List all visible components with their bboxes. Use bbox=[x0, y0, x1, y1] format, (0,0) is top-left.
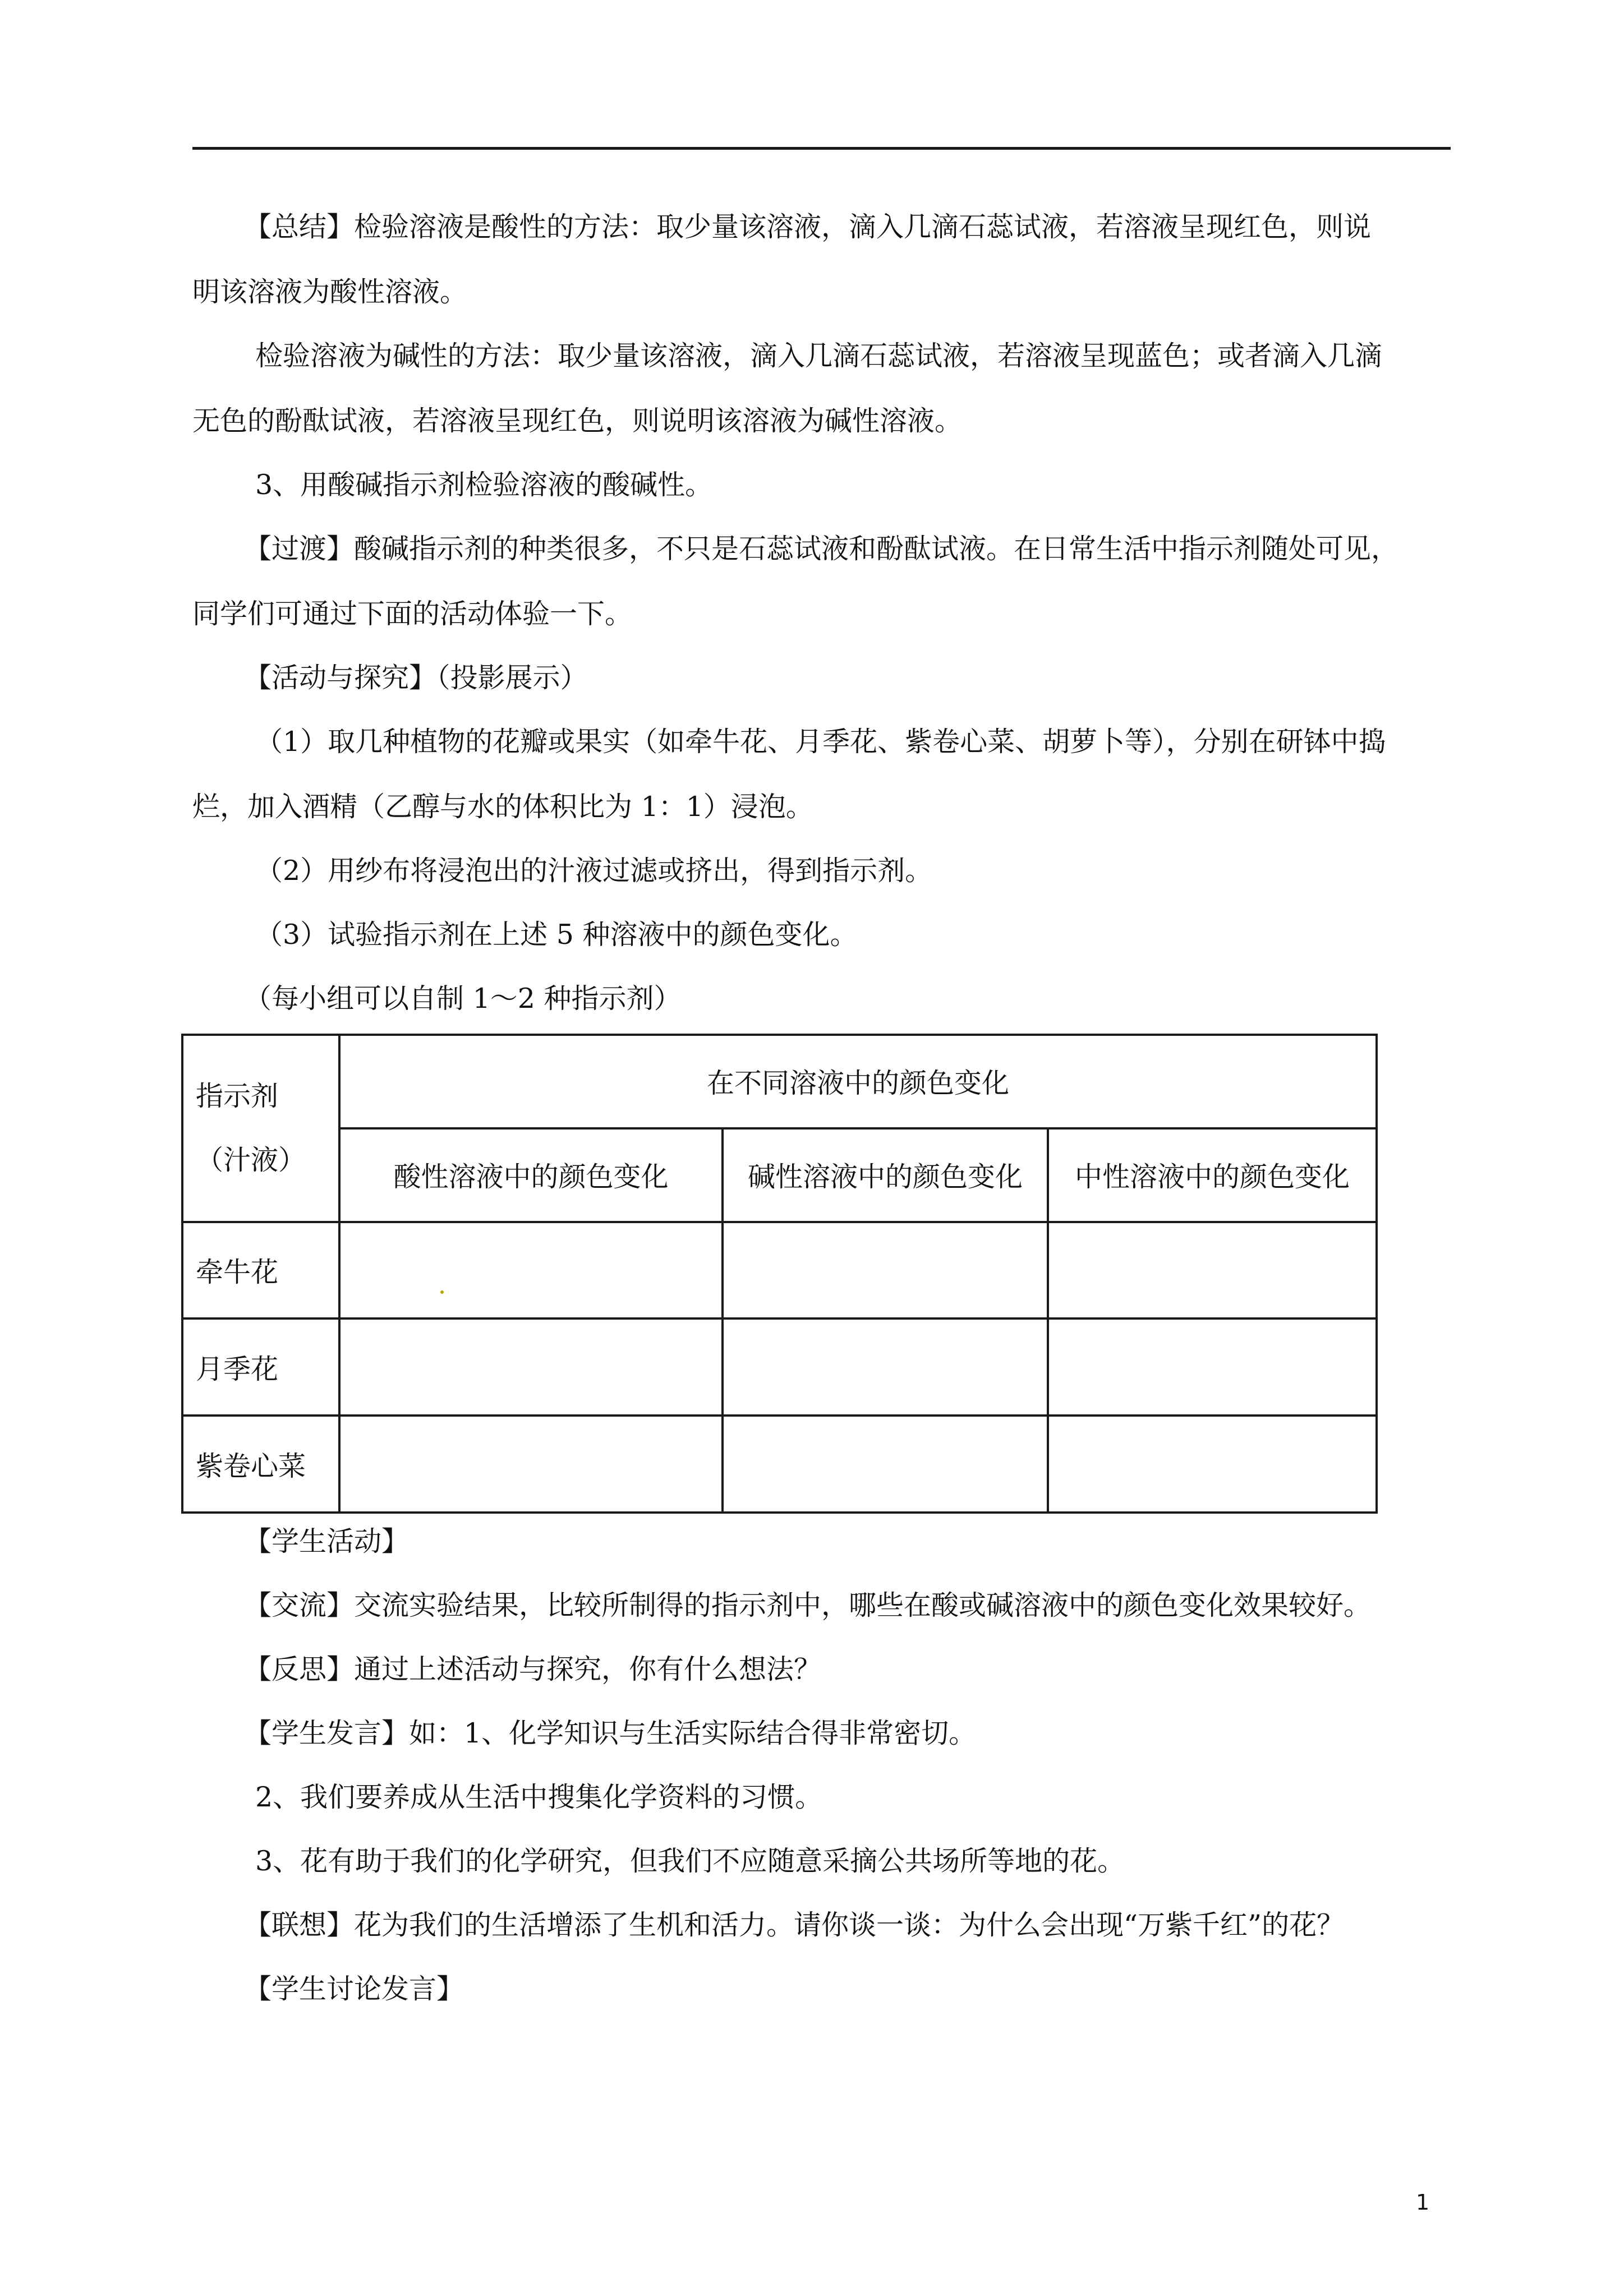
discussion-heading: 【学生讨论发言】 bbox=[244, 1973, 464, 2005]
acid-cell bbox=[339, 1318, 723, 1416]
table-row bbox=[182, 1222, 1377, 1319]
row-label-red-cabbage: 紫卷心菜 bbox=[182, 1416, 339, 1513]
acid-cell bbox=[339, 1416, 723, 1513]
group-note: （每小组可以自制 1～2 种指示剂） bbox=[244, 983, 682, 1015]
student-speech-3: 3、花有助于我们的化学研究，但我们不应随意采摘公共场所等地的花。 bbox=[255, 1845, 1125, 1877]
page-number: 1 bbox=[1416, 2190, 1430, 2215]
indicator-header-line-1: 指示剂 bbox=[196, 1080, 279, 1112]
transition-line-2: 同学们可通过下面的活动体验一下。 bbox=[192, 598, 633, 630]
header-rule bbox=[192, 147, 1451, 150]
student-speech-2: 2、我们要养成从生活中搜集化学资料的习惯。 bbox=[255, 1781, 823, 1813]
acid-cell bbox=[339, 1222, 723, 1319]
associate-paragraph: 【联想】花为我们的生活增添了生机和活力。请你谈一谈：为什么会出现“万紫千红”的花？ bbox=[244, 1909, 1345, 1941]
activity-heading: 【活动与探究】（投影展示） bbox=[244, 662, 588, 694]
student-speech-1: 【学生发言】如：1、化学知识与生活实际结合得非常密切。 bbox=[244, 1717, 977, 1749]
table-row bbox=[182, 1416, 1377, 1513]
base-cell bbox=[723, 1318, 1048, 1416]
row-label-morning-glory: 牵牛花 bbox=[182, 1222, 339, 1319]
neutral-cell bbox=[1048, 1416, 1377, 1513]
reflect-paragraph: 【反思】通过上述活动与探究，你有什么想法？ bbox=[244, 1653, 822, 1685]
base-cell bbox=[723, 1222, 1048, 1319]
student-activity-heading: 【学生活动】 bbox=[244, 1525, 410, 1557]
transition-line-1: 【过渡】酸碱指示剂的种类很多，不只是石蕊试液和酚酞试液。在日常生活中指示剂随处可见， bbox=[244, 533, 1399, 565]
table-header-row bbox=[182, 1035, 1377, 1128]
stray-mark bbox=[440, 1290, 444, 1294]
summary-line-1: 【总结】检验溶液是酸性的方法：取少量该溶液，滴入几滴石蕊试液，若溶液呈现红色，则说 bbox=[244, 211, 1372, 243]
acid-column-header: 酸性溶液中的颜色变化 bbox=[339, 1128, 723, 1222]
base-column-header: 碱性溶液中的颜色变化 bbox=[723, 1128, 1048, 1222]
indicator-header-cell bbox=[182, 1035, 339, 1222]
step-1-line-2: 烂，加入酒精（乙醇与水的体积比为 1：1）浸泡。 bbox=[192, 791, 813, 823]
base-cell bbox=[723, 1416, 1048, 1513]
indicator-header-line-2: （汁液） bbox=[196, 1144, 306, 1176]
section-item-3: 3、用酸碱指示剂检验溶液的酸碱性。 bbox=[255, 469, 713, 501]
table-row bbox=[182, 1318, 1377, 1416]
step-3: （3）试验指示剂在上述 5 种溶液中的颜色变化。 bbox=[255, 919, 858, 951]
table-subheader-row bbox=[182, 1128, 1377, 1222]
neutral-column-header: 中性溶液中的颜色变化 bbox=[1048, 1128, 1377, 1222]
step-1-line-1: （1）取几种植物的花瓣或果实（如牵牛花、月季花、紫卷心菜、胡萝卜等），分别在研钵中捣 bbox=[255, 726, 1386, 758]
exchange-paragraph: 【交流】交流实验结果，比较所制得的指示剂中，哪些在酸或碱溶液中的颜色变化效果较好。 bbox=[244, 1589, 1372, 1621]
row-label-chinese-rose: 月季花 bbox=[182, 1318, 339, 1416]
base-test-line-1: 检验溶液为碱性的方法：取少量该溶液，滴入几滴石蕊试液，若溶液呈现蓝色；或者滴入几滴 bbox=[255, 340, 1383, 372]
indicator-color-table bbox=[181, 1034, 1378, 1514]
step-2: （2）用纱布将浸泡出的汁液过滤或挤出，得到指示剂。 bbox=[255, 855, 933, 887]
neutral-cell bbox=[1048, 1318, 1377, 1416]
base-test-line-2: 无色的酚酞试液，若溶液呈现红色，则说明该溶液为碱性溶液。 bbox=[192, 405, 963, 437]
color-change-group-header: 在不同溶液中的颜色变化 bbox=[339, 1035, 1377, 1128]
summary-line-2: 明该溶液为酸性溶液。 bbox=[192, 276, 468, 308]
neutral-cell bbox=[1048, 1222, 1377, 1319]
